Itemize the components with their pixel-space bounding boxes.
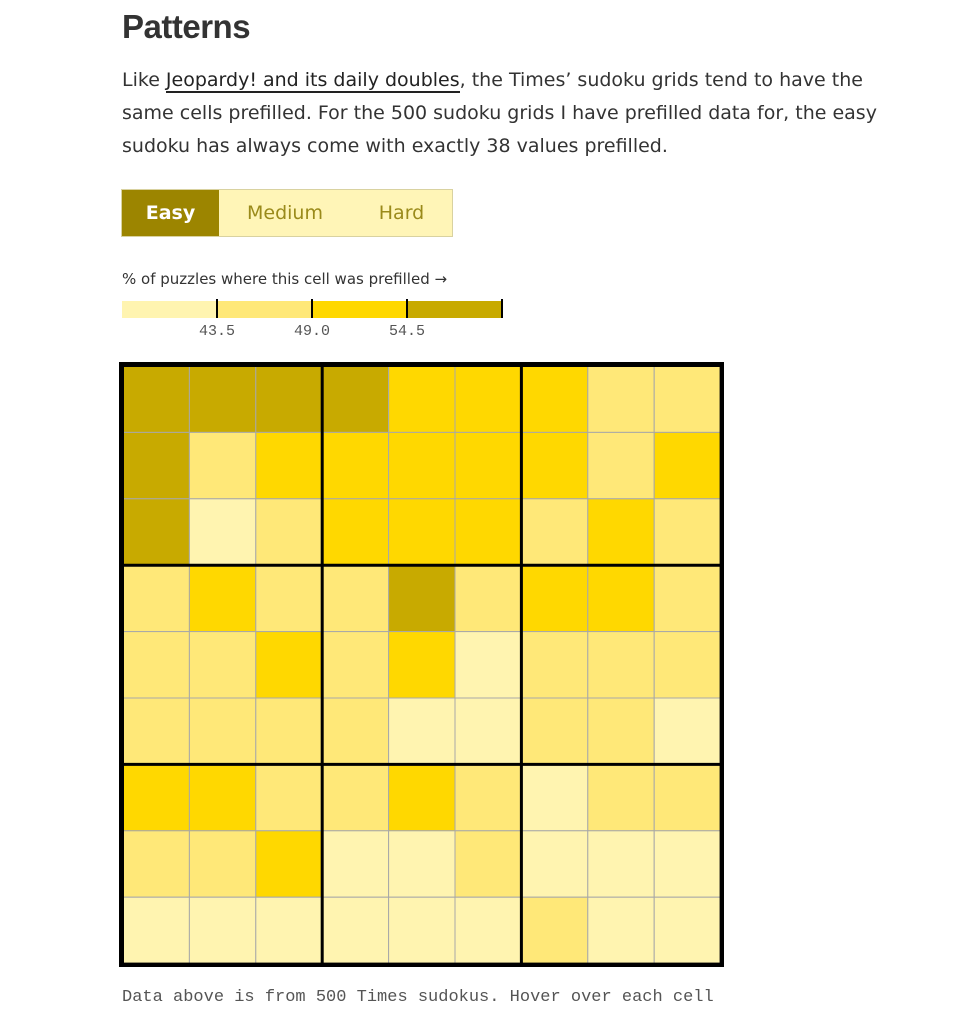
heatmap-cell-r3-c8[interactable] bbox=[588, 499, 654, 565]
legend-swatch-1 bbox=[217, 301, 312, 318]
heatmap-cell-r1-c6[interactable] bbox=[455, 366, 521, 432]
heatmap-cell-r2-c7[interactable] bbox=[521, 432, 587, 498]
heatmap-cell-r5-c9[interactable] bbox=[654, 632, 720, 698]
heatmap-cell-r3-c4[interactable] bbox=[322, 499, 388, 565]
heatmap-cell-r2-c3[interactable] bbox=[256, 432, 322, 498]
heatmap-cell-r9-c2[interactable] bbox=[189, 897, 255, 963]
heatmap-cell-r8-c8[interactable] bbox=[588, 831, 654, 897]
heatmap-cell-r8-c7[interactable] bbox=[521, 831, 587, 897]
heatmap-cell-r3-c1[interactable] bbox=[123, 499, 189, 565]
heatmap-cell-r9-c3[interactable] bbox=[256, 897, 322, 963]
heatmap-cell-r4-c8[interactable] bbox=[588, 565, 654, 631]
heatmap-cell-r9-c9[interactable] bbox=[654, 897, 720, 963]
intro-text-after: , the Times’ sudoku grids tend to have the same cells prefilled. For the 500 sudoku grids I have prefilled data for, the easy sudoku has always come with exactly 38 values prefilled. bbox=[122, 69, 877, 157]
heatmap-cell-r3-c2[interactable] bbox=[189, 499, 255, 565]
legend-threshold-label: 54.5 bbox=[388, 323, 426, 340]
heatmap-cell-r5-c5[interactable] bbox=[389, 632, 455, 698]
section-heading: Patterns bbox=[122, 8, 251, 45]
heatmap-cell-r7-c6[interactable] bbox=[455, 764, 521, 830]
heatmap-cell-r9-c5[interactable] bbox=[389, 897, 455, 963]
heatmap-cell-r7-c5[interactable] bbox=[389, 764, 455, 830]
heatmap-cell-r5-c4[interactable] bbox=[322, 632, 388, 698]
jeopardy-link[interactable]: Jeopardy! and its daily doubles bbox=[165, 69, 460, 91]
heatmap-cell-r4-c3[interactable] bbox=[256, 565, 322, 631]
heatmap-cell-r6-c3[interactable] bbox=[256, 698, 322, 764]
heatmap-cell-r7-c7[interactable] bbox=[521, 764, 587, 830]
tab-hard[interactable]: Hard bbox=[351, 190, 452, 236]
legend-swatch-2 bbox=[312, 301, 407, 318]
heatmap-cell-r7-c2[interactable] bbox=[189, 764, 255, 830]
heatmap-cell-r2-c1[interactable] bbox=[123, 432, 189, 498]
heatmap-cell-r6-c6[interactable] bbox=[455, 698, 521, 764]
heatmap-cell-r2-c5[interactable] bbox=[389, 432, 455, 498]
heatmap-cell-r8-c9[interactable] bbox=[654, 831, 720, 897]
heatmap-cell-r9-c1[interactable] bbox=[123, 897, 189, 963]
difficulty-tabs bbox=[121, 189, 453, 237]
legend-swatch-3 bbox=[407, 301, 502, 318]
heatmap-cell-r1-c5[interactable] bbox=[389, 366, 455, 432]
color-legend bbox=[115, 298, 515, 348]
heatmap-cell-r5-c8[interactable] bbox=[588, 632, 654, 698]
heatmap-cell-r6-c5[interactable] bbox=[389, 698, 455, 764]
heatmap-cell-r5-c6[interactable] bbox=[455, 632, 521, 698]
legend-threshold-label: 49.0 bbox=[293, 323, 331, 340]
heatmap-cell-r9-c6[interactable] bbox=[455, 897, 521, 963]
heatmap-cell-r6-c9[interactable] bbox=[654, 698, 720, 764]
heatmap-cell-r2-c4[interactable] bbox=[322, 432, 388, 498]
heatmap-cell-r4-c2[interactable] bbox=[189, 565, 255, 631]
tab-medium[interactable]: Medium bbox=[219, 190, 351, 236]
legend-title: % of puzzles where this cell was prefilled → bbox=[122, 270, 448, 288]
heatmap-cell-r8-c4[interactable] bbox=[322, 831, 388, 897]
heatmap-cell-r3-c3[interactable] bbox=[256, 499, 322, 565]
heatmap-cell-r1-c7[interactable] bbox=[521, 366, 587, 432]
heatmap-cell-r5-c7[interactable] bbox=[521, 632, 587, 698]
heatmap-cell-r4-c6[interactable] bbox=[455, 565, 521, 631]
heatmap-cell-r9-c8[interactable] bbox=[588, 897, 654, 963]
sudoku-heatmap bbox=[118, 361, 724, 967]
heatmap-cell-r2-c9[interactable] bbox=[654, 432, 720, 498]
heatmap-cell-r3-c6[interactable] bbox=[455, 499, 521, 565]
heatmap-cell-r7-c9[interactable] bbox=[654, 764, 720, 830]
heatmap-cell-r5-c2[interactable] bbox=[189, 632, 255, 698]
heatmap-cell-r7-c3[interactable] bbox=[256, 764, 322, 830]
legend-threshold-label: 43.5 bbox=[198, 323, 236, 340]
heatmap-cell-r6-c4[interactable] bbox=[322, 698, 388, 764]
heatmap-cell-r8-c6[interactable] bbox=[455, 831, 521, 897]
heatmap-cell-r8-c2[interactable] bbox=[189, 831, 255, 897]
heatmap-cell-r2-c8[interactable] bbox=[588, 432, 654, 498]
heatmap-cell-r5-c1[interactable] bbox=[123, 632, 189, 698]
heatmap-cell-r2-c6[interactable] bbox=[455, 432, 521, 498]
heatmap-cell-r1-c2[interactable] bbox=[189, 366, 255, 432]
heatmap-cell-r1-c1[interactable] bbox=[123, 366, 189, 432]
heatmap-cell-r5-c3[interactable] bbox=[256, 632, 322, 698]
heatmap-cell-r3-c9[interactable] bbox=[654, 499, 720, 565]
heatmap-cell-r6-c2[interactable] bbox=[189, 698, 255, 764]
legend-swatch-0 bbox=[122, 301, 217, 318]
heatmap-cell-r4-c7[interactable] bbox=[521, 565, 587, 631]
heatmap-cell-r8-c5[interactable] bbox=[389, 831, 455, 897]
footnote: Data above is from 500 Times sudokus. Hover over each cell bbox=[122, 988, 714, 1007]
heatmap-cell-r2-c2[interactable] bbox=[189, 432, 255, 498]
heatmap-cell-r6-c1[interactable] bbox=[123, 698, 189, 764]
heatmap-cell-r7-c4[interactable] bbox=[322, 764, 388, 830]
heatmap-cell-r1-c9[interactable] bbox=[654, 366, 720, 432]
heatmap-cell-r9-c7[interactable] bbox=[521, 897, 587, 963]
tab-easy[interactable]: Easy bbox=[122, 190, 219, 236]
heatmap-cell-r1-c3[interactable] bbox=[256, 366, 322, 432]
heatmap-cell-r1-c8[interactable] bbox=[588, 366, 654, 432]
heatmap-cell-r8-c3[interactable] bbox=[256, 831, 322, 897]
heatmap-cell-r8-c1[interactable] bbox=[123, 831, 189, 897]
heatmap-cell-r7-c8[interactable] bbox=[588, 764, 654, 830]
heatmap-cell-r6-c7[interactable] bbox=[521, 698, 587, 764]
heatmap-cell-r3-c7[interactable] bbox=[521, 499, 587, 565]
heatmap-cell-r1-c4[interactable] bbox=[322, 366, 388, 432]
heatmap-cell-r7-c1[interactable] bbox=[123, 764, 189, 830]
heatmap-cell-r4-c9[interactable] bbox=[654, 565, 720, 631]
heatmap-cell-r6-c8[interactable] bbox=[588, 698, 654, 764]
heatmap-cell-r3-c5[interactable] bbox=[389, 499, 455, 565]
heatmap-cell-r4-c1[interactable] bbox=[123, 565, 189, 631]
heatmap-cell-r9-c4[interactable] bbox=[322, 897, 388, 963]
heatmap-cell-r4-c5[interactable] bbox=[389, 565, 455, 631]
intro-text-before: Like bbox=[122, 69, 166, 91]
intro-paragraph bbox=[122, 64, 882, 163]
heatmap-cell-r4-c4[interactable] bbox=[322, 565, 388, 631]
